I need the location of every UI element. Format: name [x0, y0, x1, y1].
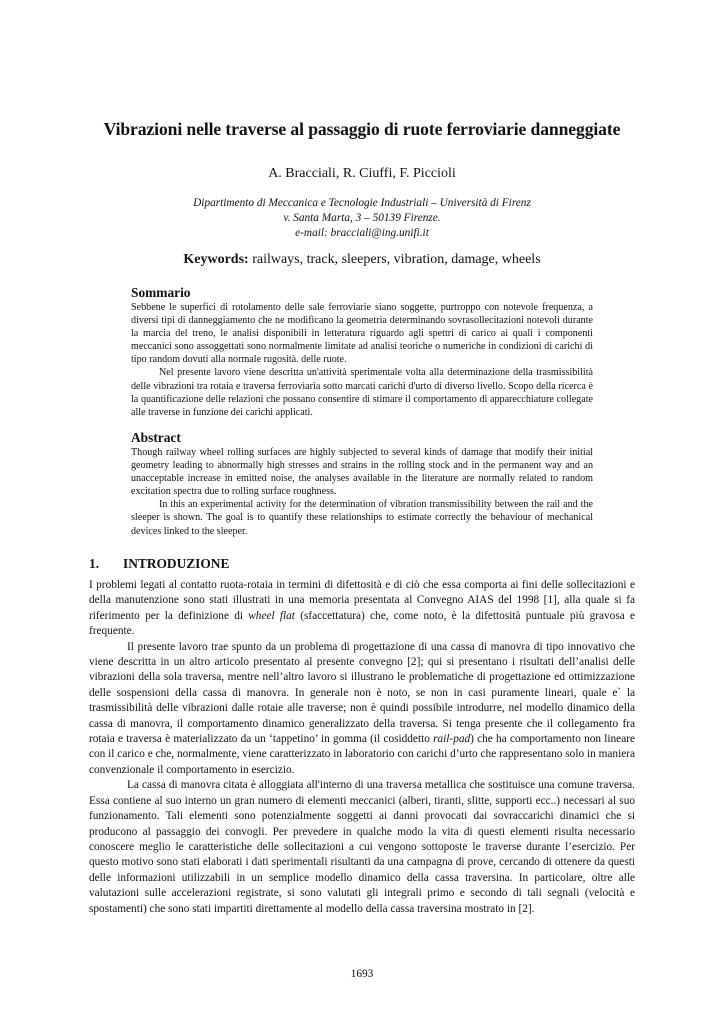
affiliation-block	[0, 196, 724, 241]
section-body	[89, 578, 635, 917]
section-heading	[89, 556, 229, 572]
body-paragraph	[89, 578, 635, 640]
body-emphasis: wheel flat	[248, 609, 295, 622]
paper-title: Vibrazioni nelle traverse al passaggio di ruote ferroviarie danneggiate	[103, 119, 621, 139]
sommario-heading: Sommario	[131, 285, 191, 300]
affiliation-address: v. Santa Marta, 3 – 50139 Firenze.	[283, 212, 441, 224]
affiliation-department: Dipartimento di Meccanica e Tecnologie Industriali – Università di Firenz	[193, 197, 531, 209]
abstract-paragraph: In this an experimental activity for the determination of vibration transmissibility between the rail and the sleeper is shown. The goal is to quantify these relationships to estimate correctly the behaviour of mechanical devices linked to the sleeper.	[131, 499, 593, 537]
abstract-heading: Abstract	[131, 430, 181, 445]
body-text: Il presente lavoro trae spunto da un problema di progettazione di una cassa di manovra di tipo innovativo che viene descritta in un altro articolo presentato al presente convegno [2]; qui si presentano i risultati dell’analisi delle vibrazioni della sola traversa, mentre nell’altro lavoro si illustrano le problematiche di progettazione ed ottimizzazione delle sospensioni della cassa di manovra. In generale non è noto, se non in casi puramente lineari, quale e` la trasmissibilità delle vibrazioni dalle rotaie alle traverse; non è quindi possibile introdurre, nel modello dinamico della cassa di manovra, il comportamento dinamico generalizzato della traversa. Si tenga presente che il collegamento fra rotaia e traversa è materializzato da un ‘tappetino’ in gomma (il cosiddetto	[89, 640, 635, 746]
body-paragraph: La cassa di manovra citata è alloggiata all'interno di una traversa metallica che sostituisce una comune traversa. Essa contiene al suo interno un gran numero di elementi meccanici (alberi, tiranti, slitte, supporti ecc..) necessari al suo funzionamento. Tali elementi sono potenzialmente soggetti ai danni provocati dai sovraccarichi dinamici che si producono al passaggio dei convogli. Per prevedere in qualche modo la vita di questi elementi risulta necessario conoscere meglio le caratteristiche delle sollecitazioni a cui vengono sottoposte le traverse durante l’esercizio. Per questo motivo sono stati elaborati i dati sperimentali risultanti da una campagna di prove, cercando di ottenere da questi delle informazioni utilizzabili in un semplice modello dinamico della cassa traversina. In particolare, oltre alle valutazioni sulle accelerazioni registrate, si sono valutati gli integrali primo e secondo di tali segnali (velocità e spostamenti) che sono stati impartiti direttamente al modello della cassa traversina mostrato in [2].	[89, 779, 635, 915]
abstract-section	[131, 430, 593, 538]
body-emphasis: rail-pad	[433, 733, 471, 746]
author-list: A. Bracciali, R. Ciuffi, F. Piccioli	[268, 166, 456, 181]
body-paragraph	[89, 640, 635, 779]
keywords-text: railways, track, sleepers, vibration, damage, wheels	[248, 252, 541, 267]
affiliation-email: e-mail: bracciali@ing.unifi.it	[295, 227, 429, 239]
body-text: ) che ha comportamento non lineare con il carico e che, normalmente, viene caratterizzato in laboratorio con carichi d’urto che rappresentano solo in maniera convenzionale il comportamento in esercizio.	[89, 733, 635, 776]
sommario-section	[131, 285, 593, 419]
keywords-line	[0, 252, 724, 268]
section-number: 1.	[89, 556, 100, 571]
sommario-paragraph: Nel presente lavoro viene descritta un'attività sperimentale volta alla determinazione della trasmissibilità delle vibrazioni tra rotaia e traversa ferroviaria sotto marcati carichi d'urto di diverso livello. Scopo della ricerca è la quantificazione delle relazioni che possano consentire di stimare il comportamento di apparecchiature collegate alle traverse in funzione dei carichi applicati.	[131, 367, 593, 418]
sommario-paragraph: Sebbene le superfici di rotolamento delle sale ferroviarie siano soggette, purtroppo con notevole frequenza, a diversi tipi di danneggiamento che ne modificano la geometria determinando sovrasollecitazioni notevoli durante la marcia del treno, le analisi disponibili in letteratura riguardo agli spettri di carico ai quali i componenti meccanici sono assoggettati sono normalmente limitate ad analisi teoriche o numeriche in condizioni di carichi di tipo random dovuti alla normale rugosità. delle ruote.	[131, 302, 593, 366]
page-number: 1693	[350, 968, 374, 980]
body-text: I problemi legati al contatto ruota-rotaia in termini di difettosità e di ciò che essa comporta ai fini delle sollecitazioni e della manutenzione sono stati illustrati in una memoria presentata al Convegno AIAS del 1998 [1], alla quale si fa riferimento per la definizione di	[89, 579, 635, 622]
section-title: INTRODUZIONE	[123, 556, 230, 571]
keywords-label: Keywords:	[183, 252, 249, 267]
body-text: (sfaccettatura) che, come noto, è la difettosità puntuale più gravosa e frequente.	[89, 609, 635, 638]
abstract-paragraph: Though railway wheel rolling surfaces are highly subjected to several kinds of damage that modify their initial geometry leading to abnormally high stresses and strains in the rolling stock and in the permanent way and an unacceptable increase in emitted noise, the analyses available in the literature are normally related to random excitation spectra due to rolling surface roughness.	[131, 447, 593, 498]
